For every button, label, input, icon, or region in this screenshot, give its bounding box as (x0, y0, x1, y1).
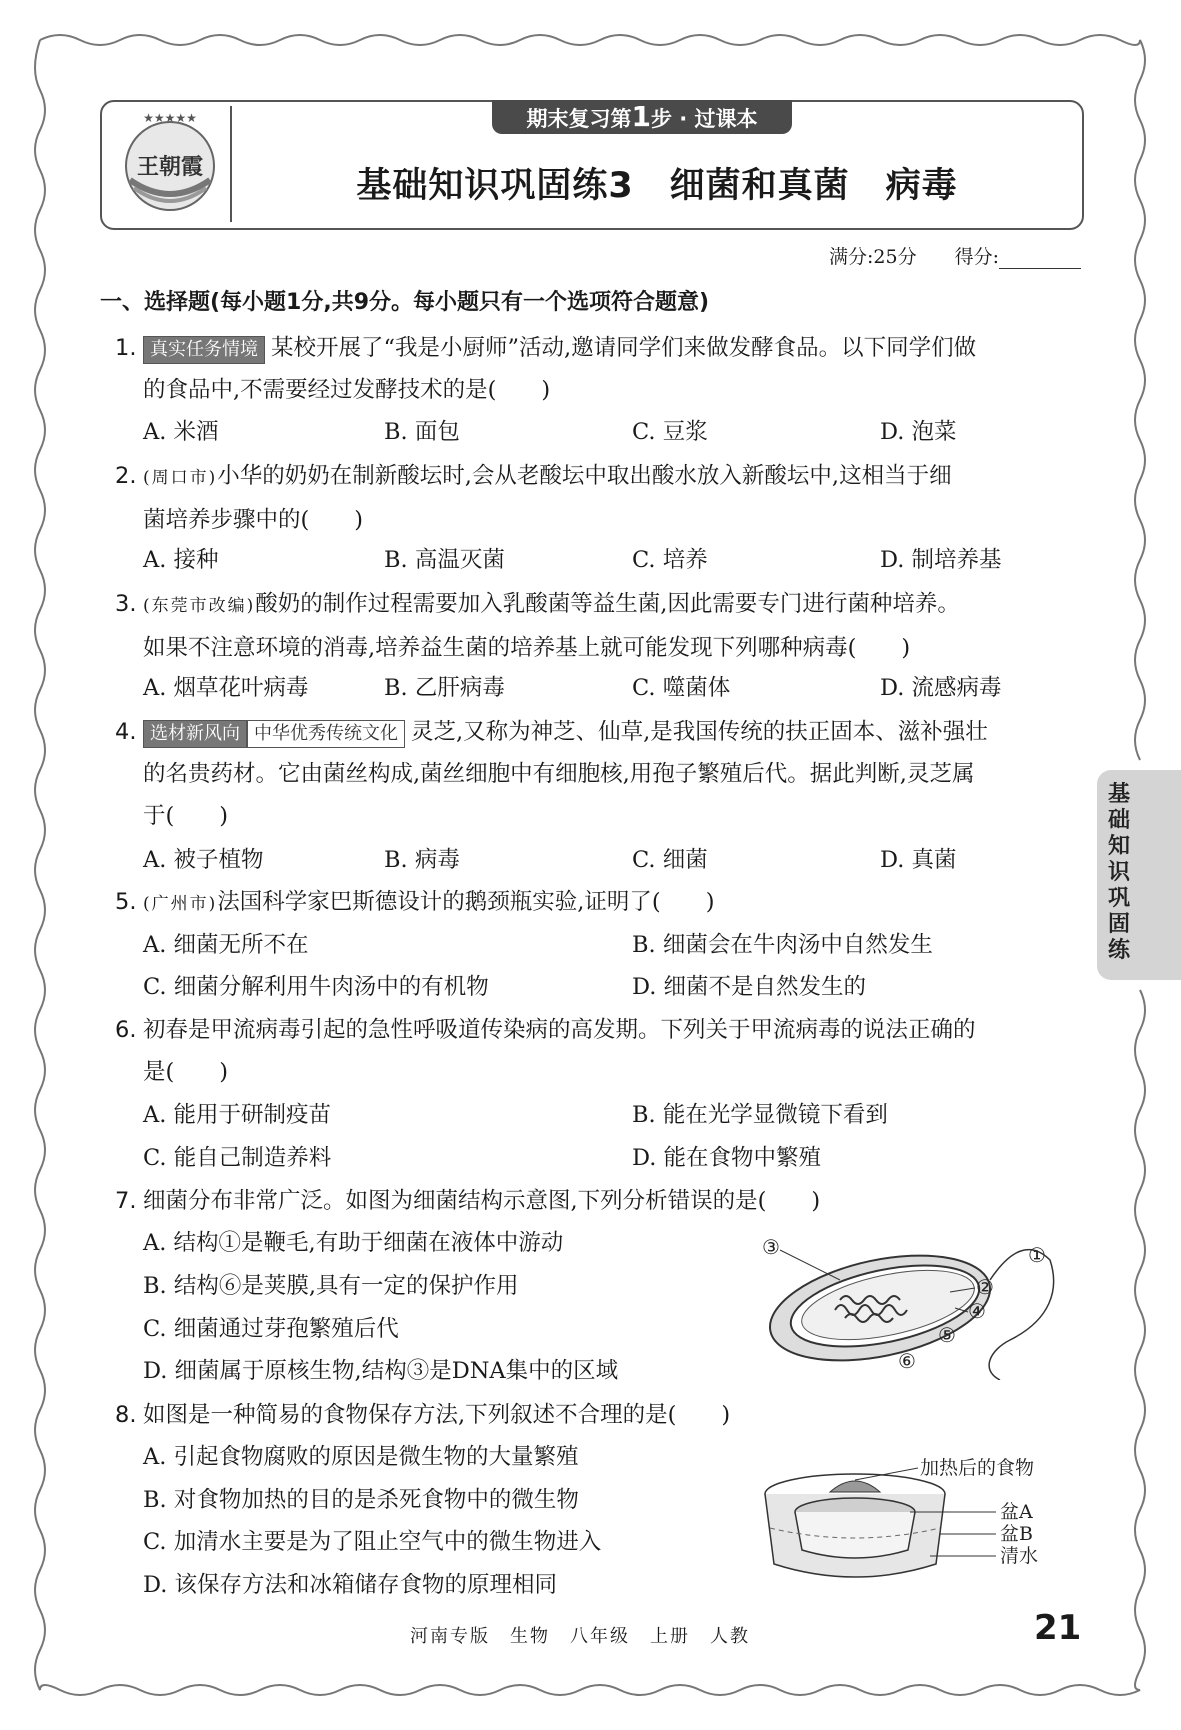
option-a: A. 能用于研制疫苗 (143, 1102, 332, 1128)
question-source: (广州市) (143, 894, 218, 914)
fig-label-food: 加热后的食物 (920, 1457, 1035, 1479)
question-number: 4. (115, 719, 137, 745)
question-8 (115, 1394, 1080, 1436)
footer-text: 河南专版 生物 八年级 上册 人教 (410, 1626, 750, 1647)
option-b: B. 对食物加热的目的是杀死食物中的微生物 (143, 1487, 579, 1513)
option-a: A. 接种 (143, 547, 219, 573)
question-1 (115, 327, 1080, 411)
option-c: C. 豆浆 (632, 419, 708, 445)
question-text: 灵芝,又称为神芝、仙草,是我国传统的扶正固本、滋补强壮 (411, 719, 988, 745)
question-tag: 中华优秀传统文化 (247, 720, 405, 748)
question-text: 的食品中,不需要经过发酵技术的是( ) (143, 377, 551, 403)
option-d: D. 细菌不是自然发生的 (632, 974, 867, 1000)
question-number: 2. (115, 463, 137, 489)
question-4 (115, 711, 1080, 837)
question-text: 如果不注意环境的消毒,培养益生菌的培养基上就可能发现下列哪种病毒( ) (143, 635, 911, 661)
side-tab-label: 基础知识巩固练 (1108, 782, 1131, 963)
svg-text:王朝霞: 王朝霞 (136, 154, 204, 180)
question-source: (东莞市改编) (143, 596, 256, 616)
question-text: 法国科学家巴斯德设计的鹅颈瓶实验,证明了( ) (217, 889, 715, 915)
option-d: D. 制培养基 (880, 547, 1002, 573)
full-score: 满分:25分 (828, 246, 917, 268)
question-text: 小华的奶奶在制新酸坛时,会从老酸坛中取出酸水放入新酸坛中,这相当于细 (217, 463, 952, 489)
fig-label-2: ② (976, 1275, 994, 1299)
fig-label-1: ① (1028, 1243, 1046, 1267)
publisher-logo (110, 108, 230, 220)
option-a: A. 被子植物 (143, 847, 264, 873)
option-c: C. 细菌通过芽孢繁殖后代 (143, 1316, 399, 1342)
question-2 (115, 455, 1080, 541)
option-d: D. 能在食物中繁殖 (632, 1145, 822, 1171)
option-a: A. 细菌无所不在 (143, 932, 309, 958)
fig-label-5: ⑤ (938, 1323, 956, 1347)
fig-label-water: 清水 (1000, 1545, 1039, 1567)
fig-label-basin-b: 盆B (1000, 1523, 1033, 1545)
option-c: C. 噬菌体 (632, 675, 731, 701)
option-a: A. 烟草花叶病毒 (143, 675, 309, 701)
option-b: B. 面包 (384, 419, 460, 445)
svg-text:★★★★★: ★★★★★ (143, 111, 197, 125)
question-text: 初春是甲流病毒引起的急性呼吸道传染病的高发期。下列关于甲流病毒的说法正确的 (143, 1017, 976, 1043)
question-source: (周口市) (143, 468, 218, 488)
step-tab-prefix: 期末复习第 (526, 107, 632, 131)
question-text: 酸奶的制作过程需要加入乳酸菌等益生菌,因此需要专门进行菌种培养。 (255, 591, 960, 617)
question-tag: 选材新风向 (143, 720, 247, 748)
header-box (100, 100, 1084, 230)
question-number: 1. (115, 335, 137, 361)
question-text: 某校开展了“我是小厨师”活动,邀请同学们来做发酵食品。以下同学们做 (271, 335, 977, 361)
question-text: 菌培养步骤中的( ) (143, 507, 364, 533)
score-blank[interactable] (999, 250, 1081, 269)
step-tab-suffix: 步 · 过课本 (650, 107, 758, 131)
question-number: 6. (115, 1017, 137, 1043)
question-text: 是( ) (143, 1059, 229, 1085)
option-b: B. 病毒 (384, 847, 460, 873)
section-heading: 一、选择题(每小题1分,共9分。每小题只有一个选项符合题意) (100, 290, 710, 315)
option-c: C. 细菌分解利用牛肉汤中的有机物 (143, 974, 489, 1000)
step-tab (492, 100, 792, 134)
question-text: 于( ) (143, 803, 229, 829)
question-number: 8. (115, 1402, 137, 1428)
score-line (829, 242, 1081, 269)
page-title: 基础知识巩固练3 细菌和真菌 病毒 (356, 166, 958, 206)
option-a: A. 引起食物腐败的原因是微生物的大量繁殖 (143, 1444, 579, 1470)
fig-label-4: ④ (968, 1299, 986, 1323)
option-c: C. 培养 (632, 547, 708, 573)
step-tab-number: 1 (631, 100, 651, 133)
option-b: B. 高温灭菌 (384, 547, 505, 573)
option-a: A. 结构①是鞭毛,有助于细菌在液体中游动 (143, 1230, 564, 1256)
question-number: 3. (115, 591, 137, 617)
question-6 (115, 1009, 1080, 1093)
option-c: C. 能自己制造养料 (143, 1145, 332, 1171)
option-d: D. 真菌 (880, 847, 957, 873)
option-b: B. 结构⑥是荚膜,具有一定的保护作用 (143, 1273, 519, 1299)
question-text: 的名贵药材。它由菌丝构成,菌丝细胞中有细胞核,用孢子繁殖后代。据此判断,灵芝属 (143, 761, 975, 787)
question-number: 7. (115, 1188, 137, 1214)
question-5 (115, 881, 1080, 925)
question-text: 细菌分布非常广泛。如图为细菌结构示意图,下列分析错误的是( ) (143, 1188, 821, 1214)
question-tag: 真实任务情境 (143, 336, 265, 364)
fig-label-6: ⑥ (898, 1349, 916, 1373)
page-number: 21 (1034, 1608, 1082, 1648)
option-c: C. 加清水主要是为了阻止空气中的微生物进入 (143, 1529, 602, 1555)
option-d: D. 细菌属于原核生物,结构③是DNA集中的区域 (143, 1358, 619, 1384)
option-c: C. 细菌 (632, 847, 708, 873)
bacteria-structure-figure (750, 1230, 1060, 1380)
option-d: D. 泡菜 (880, 419, 957, 445)
option-a: A. 米酒 (143, 419, 219, 445)
question-number: 5. (115, 889, 137, 915)
question-3 (115, 583, 1080, 669)
fig-label-3: ③ (762, 1235, 780, 1259)
score-got-label: 得分: (954, 246, 999, 268)
question-text: 如图是一种简易的食物保存方法,下列叙述不合理的是( ) (143, 1402, 731, 1428)
option-b: B. 乙肝病毒 (384, 675, 505, 701)
option-b: B. 细菌会在牛肉汤中自然发生 (632, 932, 933, 958)
option-b: B. 能在光学显微镜下看到 (632, 1102, 888, 1128)
option-d: D. 该保存方法和冰箱储存食物的原理相同 (143, 1572, 558, 1598)
option-d: D. 流感病毒 (880, 675, 1002, 701)
question-7 (115, 1180, 1080, 1222)
fig-label-basin-a: 盆A (1000, 1501, 1033, 1523)
food-storage-figure (760, 1452, 1080, 1592)
